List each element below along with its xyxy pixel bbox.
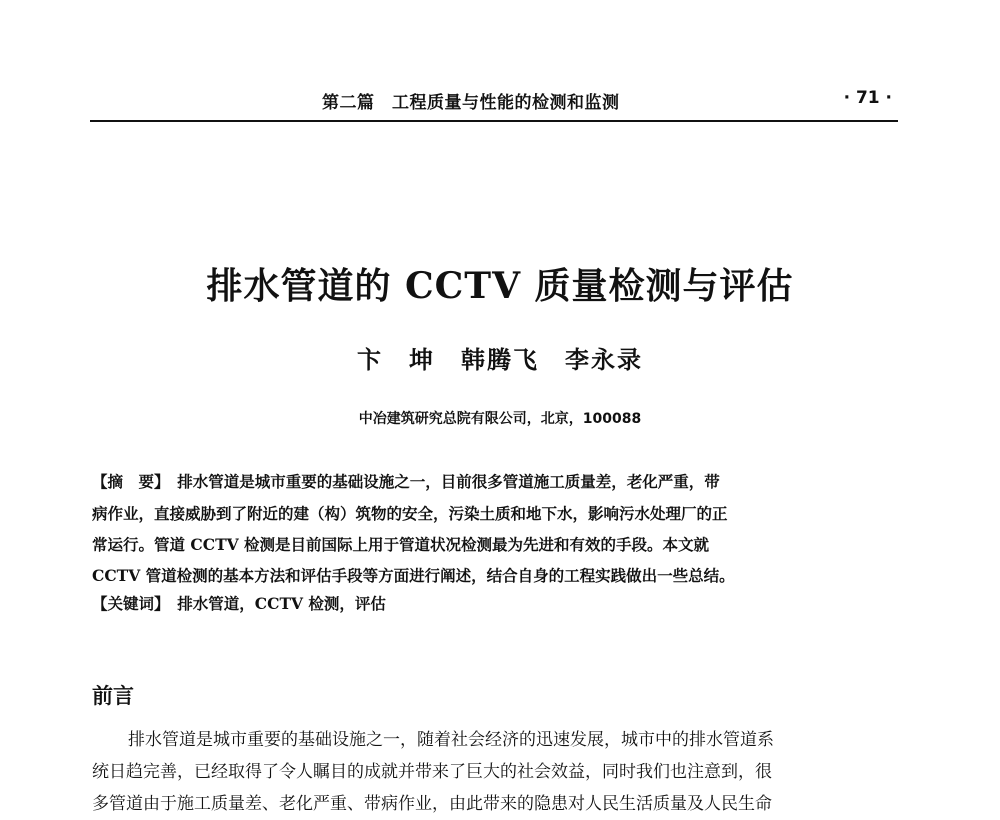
body-paragraph: [92, 724, 900, 820]
keywords-label: 【关键词】: [92, 595, 162, 613]
body-line: 排水管道是城市重要的基础设施之一，随着社会经济的迅速发展，城市中的排水管道系: [128, 730, 774, 750]
running-header: [90, 86, 898, 122]
abstract-line: [92, 466, 900, 498]
keywords-text: 排水管道，CCTV 检测，评估: [177, 594, 386, 613]
authors: 卞 坤 韩腾飞 李永录: [357, 345, 643, 374]
affiliation: 中冶建筑研究总院有限公司，北京，100088: [358, 411, 642, 427]
body-line: 多管道由于施工质量差、老化严重、带病作业，由此带来的隐患对人民生活质量及人民生命: [92, 794, 772, 814]
section-heading: 前言: [92, 684, 134, 708]
abstract-text: 排水管道是城市重要的基础设施之一，目前很多管道施工质量差，老化严重，带: [177, 472, 720, 491]
abstract-label: 【摘 要】: [92, 473, 162, 491]
abstract-line: 常运行。管道 CCTV 检测是目前国际上用于管道状况检测最为先进和有效的手段。本文就: [92, 535, 710, 554]
abstract-line: 病作业，直接威胁到了附近的建（构）筑物的安全，污染土质和地下水，影响污水处理厂的正: [92, 504, 728, 523]
paper-title: 排水管道的 CCTV 质量检测与评估: [206, 265, 794, 307]
body-line: 统日趋完善，已经取得了令人瞩目的成就并带来了巨大的社会效益，同时我们也注意到，很: [92, 762, 772, 782]
abstract-line: CCTV 管道检测的基本方法和评估手段等方面进行阐述，结合自身的工程实践做出一些总结。: [92, 566, 735, 585]
keywords: [92, 592, 386, 614]
abstract: [92, 466, 900, 591]
header-title: 第二篇 工程质量与性能的检测和监测: [322, 93, 620, 113]
page-number: · 71 ·: [843, 88, 892, 108]
